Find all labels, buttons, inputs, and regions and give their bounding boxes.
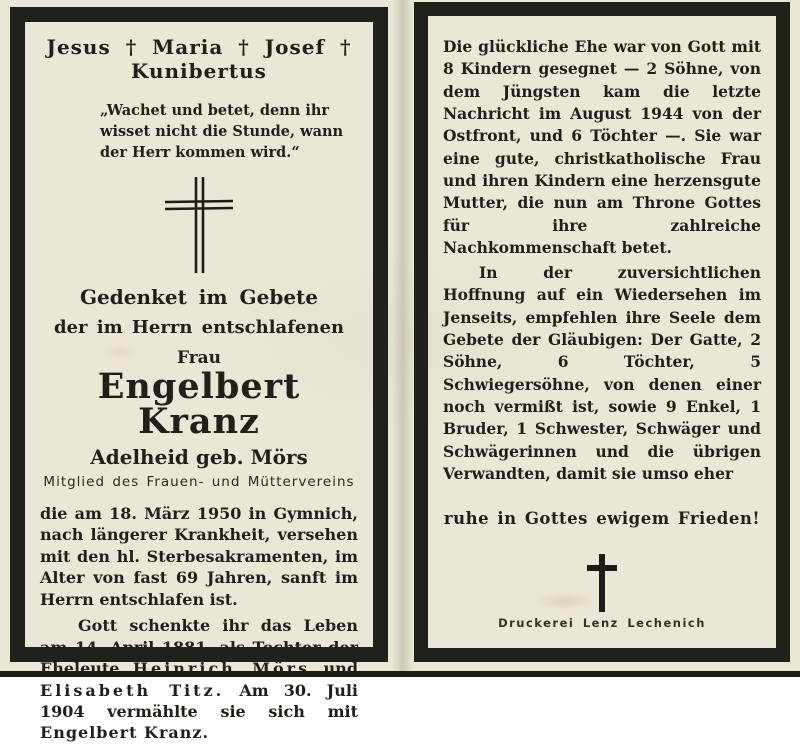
honorific-title: Frau <box>176 348 222 369</box>
mother-name: Elisabeth Titz. <box>40 680 225 700</box>
deceased-name: Engelbert Kranz <box>97 366 301 443</box>
father-name: Heinrich Mörs <box>132 659 311 679</box>
deceased-intro-line: der im Herrn entschlafenen <box>53 317 345 339</box>
double-line-cross-icon <box>157 175 241 275</box>
birth-paragraph <box>40 615 358 744</box>
watchfulness-quote: „Wachet und betet, denn ihr wisset nicht die Stunde, wann der Herr kommen wird.“ <box>100 102 344 162</box>
commendation-paragraph: In der zuversichtlichen Hoffnung auf ein Wiedersehen im Jenseits, empfehlen ihre Seele dem Gebete der Gläubigen: Der Gatte, 2 Söhne, 6 Töchter, 5 Schwiegersöhne, von denen einer noch vermißt ist, sowie 9 Enkel, 1 Bruder, 1 Schwester, Schwäger und Schwägerinnen und die übrigen Verwandten, damit sie umso eher <box>443 263 761 483</box>
latin-cross-horizontal-bar <box>587 565 617 571</box>
membership-line: Mitglied des Frauen- und Müttervereins <box>43 474 355 491</box>
memorial-intro-line: Gedenket im Gebete <box>79 285 319 310</box>
birth-paragraph-conjunction: und <box>323 659 358 679</box>
birth-paragraph-part2: Am 30. Juli 1904 vermählte sie sich mit <box>40 680 358 721</box>
right-page-content <box>428 16 776 648</box>
family-paragraph: Die glückliche Ehe war von Gott mit 8 Kindern gesegnet — 2 Söhne, von dem Jüngsten kam die letzte Nachricht im August 1944 von der Ostfront, und 6 Töchter —. Sie war eine gute, christkatholische Frau und ihren Kindern eine herzensgute Mutter, die nun am Throne Gottes für ihre zahlreiche Nachkommenschaft betet. <box>443 37 761 257</box>
latin-cross-vertical-bar <box>599 554 605 612</box>
printer-imprint: Druckerei Lenz Lechenich <box>498 616 706 630</box>
invocation-header: Jesus † Maria † Josef † Kunibertus <box>46 35 352 83</box>
left-page-content <box>25 22 373 743</box>
page-fold-crease <box>392 0 414 671</box>
birth-paragraph-part1: Gott schenkte ihr das Leben am 14. April 1881, als Tochter der Eheleute <box>40 616 358 679</box>
husband-name: Engelbert Kranz. <box>40 723 210 743</box>
maiden-name-line: Adelheid geb. Mörs <box>90 445 308 470</box>
death-paragraph: die am 18. März 1950 in Gymnich, nach längerer Krankheit, versehen mit den hl. Sterbesakramenten, im Alter von fast 69 Jahren, sanft im Herrn entschlafen ist. <box>40 504 358 609</box>
right-page <box>414 2 790 662</box>
latin-cross-icon <box>587 554 617 612</box>
closing-blessing: ruhe in Gottes ewigem Frieden! <box>443 509 761 529</box>
left-page <box>10 7 388 743</box>
